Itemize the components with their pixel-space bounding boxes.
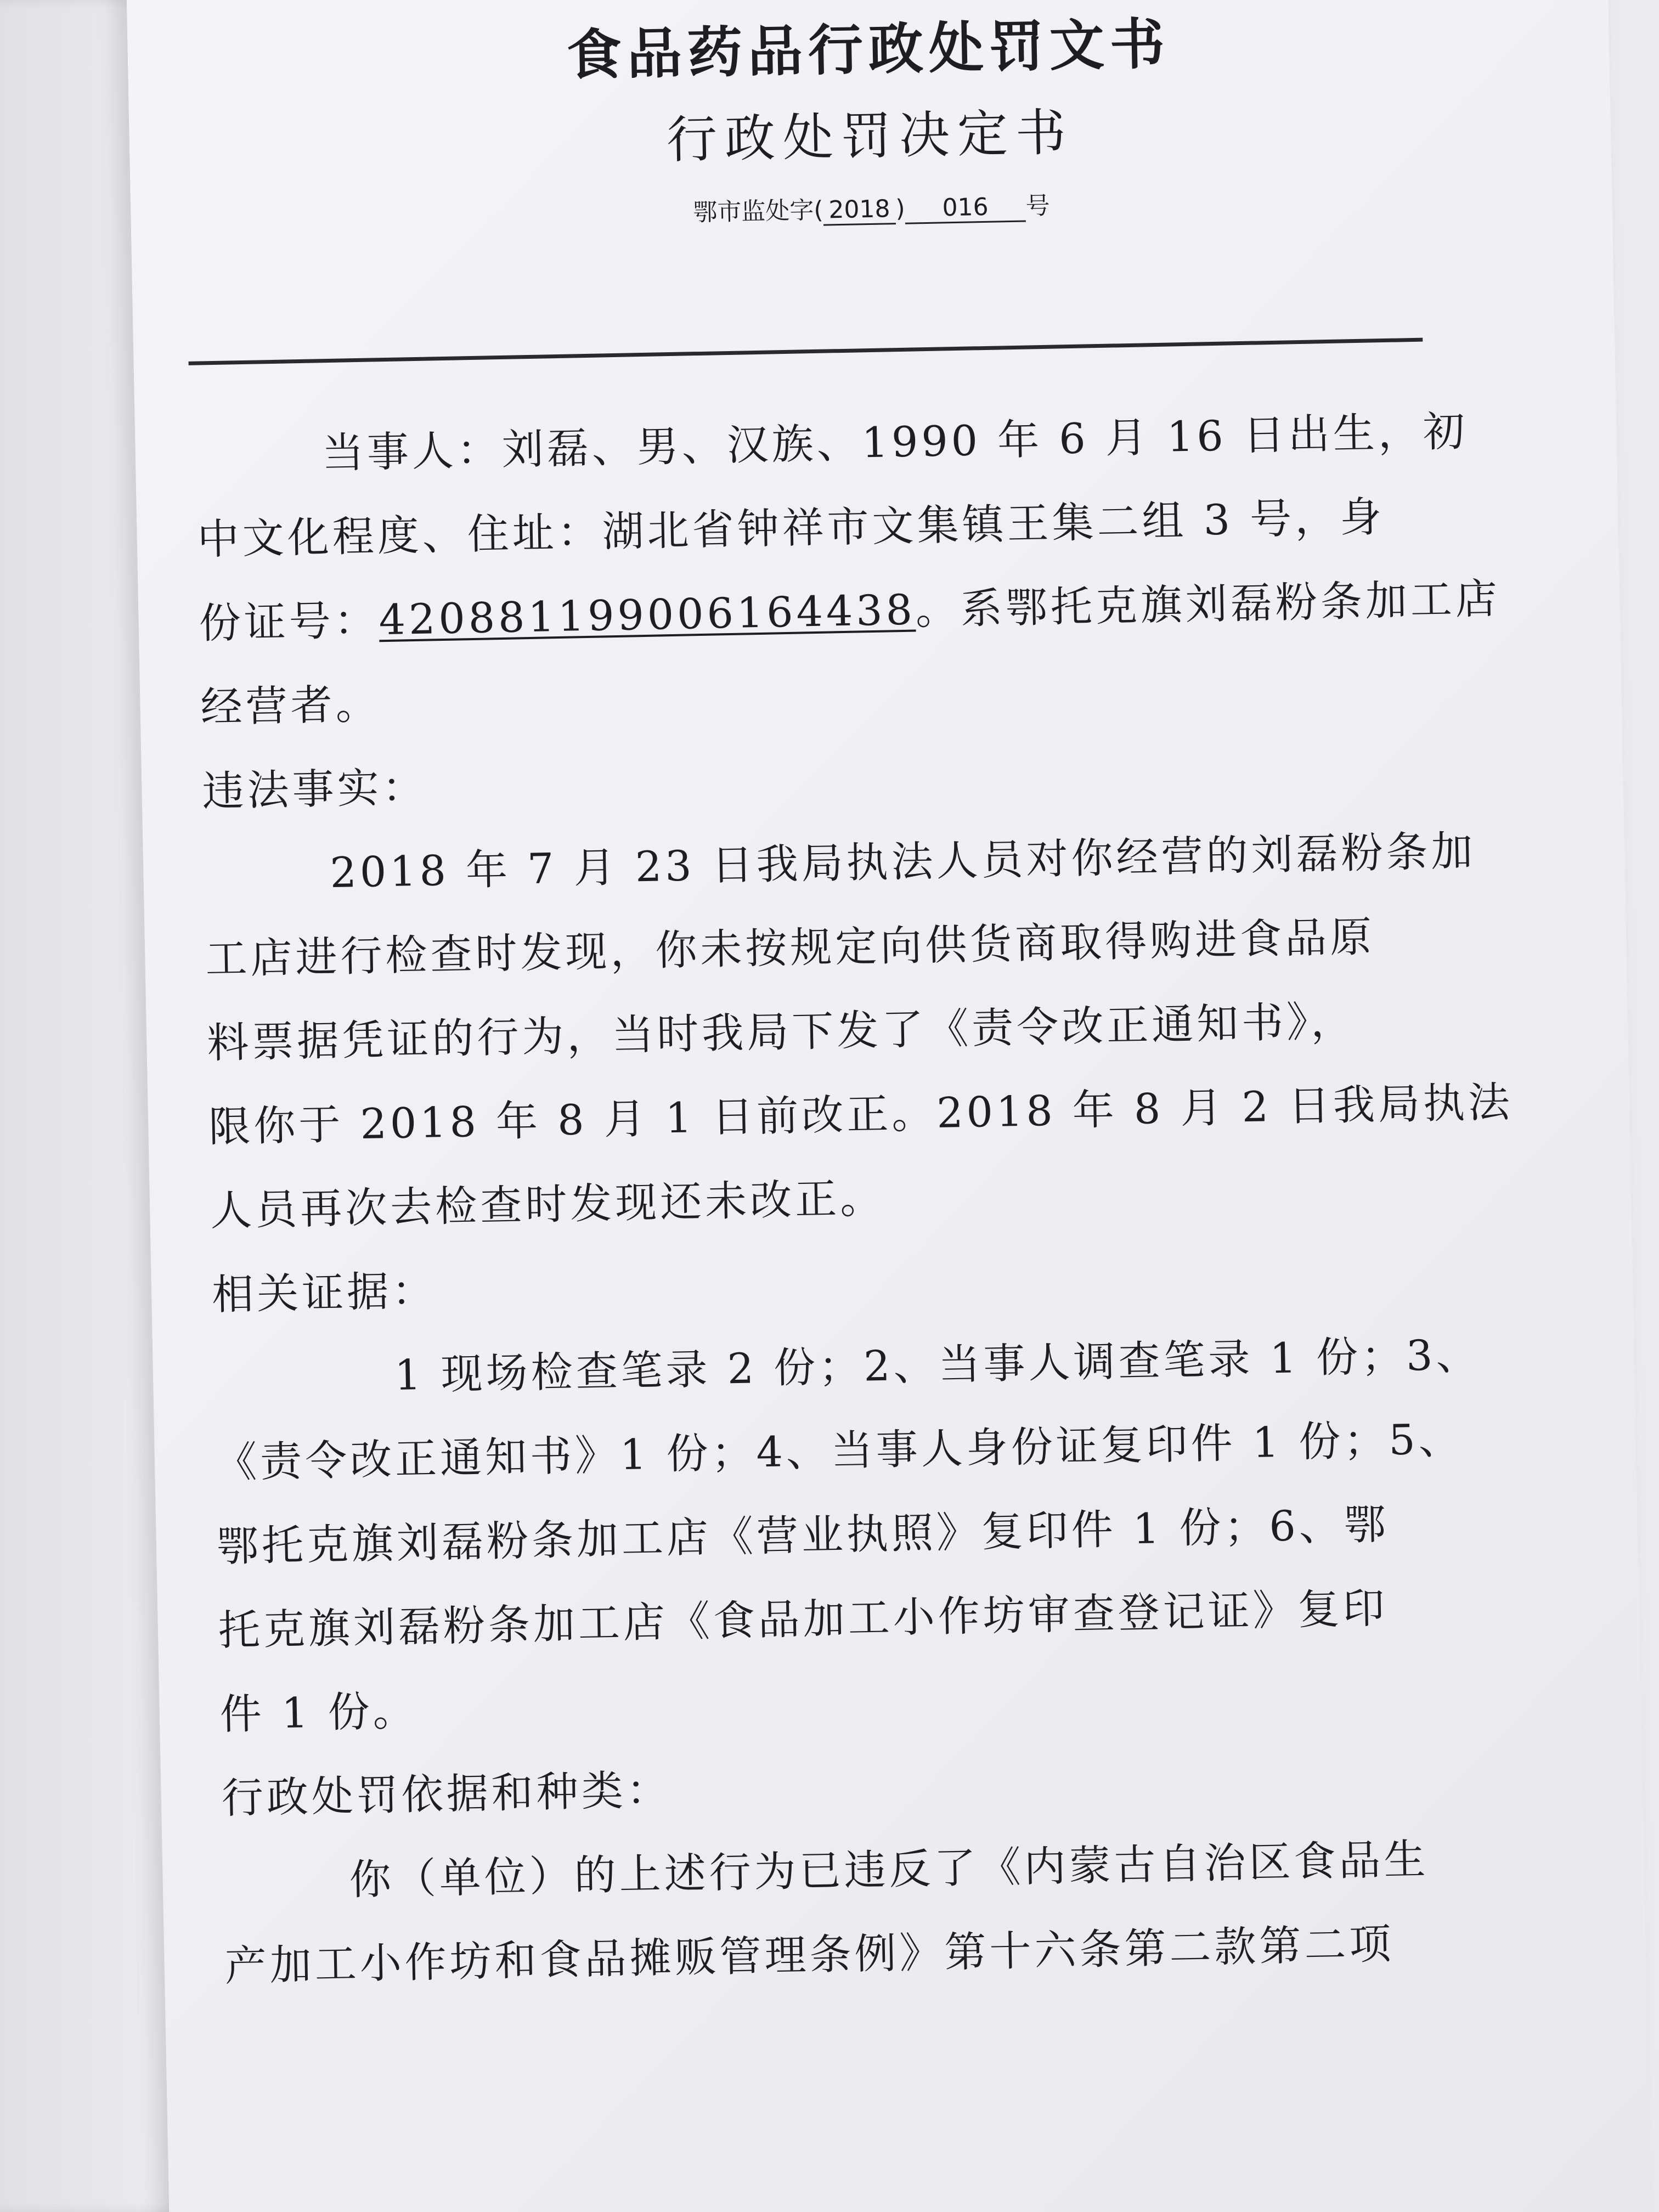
party-line-4: 经营者。 (200, 679, 381, 732)
facts-line-4: 限你于 2018 年 8 月 1 日前改正。2018 年 8 月 2 日我局执法 (208, 1077, 1514, 1152)
document-page (126, 0, 1651, 2212)
id-label: 份证号： (198, 595, 380, 648)
party-line-1: 当事人：刘磊、男、汉族、1990 年 6 月 16 日出生，初 (321, 407, 1469, 478)
facts-line-2: 工店进行检查时发现，你未按规定向供货商取得购进食品原 (205, 912, 1375, 984)
facts-line-1: 2018 年 7 月 23 日我局执法人员对你经营的刘磊粉条加 (329, 826, 1477, 898)
document-subtitle: 行政处罚决定书 (665, 103, 1074, 170)
evidence-heading: 相关证据： (211, 1266, 438, 1319)
evidence-line-2: 《责令改正通知书》1 份；4、当事人身份证复印件 1 份；5、 (215, 1414, 1464, 1487)
facts-line-3: 料票据凭证的行为，当时我局下发了《责令改正通知书》， (206, 996, 1356, 1068)
party-line-3-suffix: 。系鄂托克旗刘磊粉条加工店 (915, 574, 1501, 634)
id-number: 420881199006164438 (378, 585, 916, 645)
basis-heading: 行政处罚依据和种类： (221, 1765, 672, 1823)
evidence-line-5: 件 1 份。 (219, 1686, 419, 1739)
doc-number-value: 016 (905, 193, 1026, 224)
evidence-line-1: 1 现场检查笔录 2 份；2、当事人调查笔录 1 份；3、 (394, 1329, 1482, 1400)
doc-number-suffix: 号 (1025, 191, 1051, 221)
party-line-2: 中文化程度、住址：湖北省钟祥市文集镇王集二组 3 号，身 (196, 492, 1385, 564)
facts-line-5: 人员再次去检查时发现还未改正。 (210, 1173, 885, 1235)
evidence-line-3: 鄂托克旗刘磊粉条加工店《营业执照》复印件 1 份；6、鄂 (216, 1499, 1390, 1571)
header-divider (189, 338, 1423, 365)
doc-number-mid: ) (895, 194, 906, 223)
doc-number-year: 2018 (823, 195, 896, 226)
document-number (131, 175, 1612, 239)
document-title: 食品药品行政处罚文书 (566, 12, 1171, 88)
doc-number-prefix: 鄂市监处字( (692, 196, 823, 227)
basis-line-1: 你（单位）的上述行为已违反了《内蒙古自治区食品生 (348, 1834, 1430, 1904)
facts-heading: 违法事实： (201, 762, 428, 816)
evidence-line-4: 托克旗刘磊粉条加工店《食品加工小作坊审查登记证》复印 (218, 1583, 1389, 1655)
document-body (195, 388, 1553, 2008)
basis-line-2: 产加工小作坊和食品摊贩管理条例》第十六条第二款第二项 (224, 1919, 1395, 1991)
